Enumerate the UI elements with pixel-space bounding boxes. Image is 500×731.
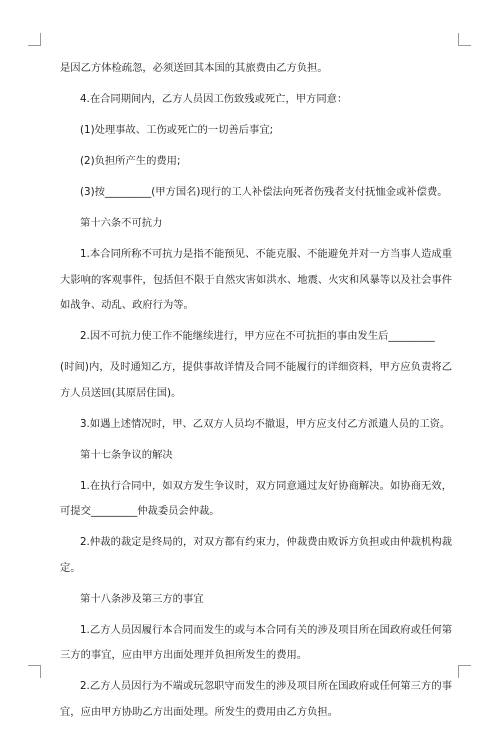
paragraph: 1.在执行合同中，如双方发生争议时，双方同意通过友好协商解决。如协商无效，可提交_________仲裁委员会仲裁。: [60, 479, 452, 517]
crop-mark-bottom-left: [28, 665, 41, 678]
paragraph: 3.如遇上述情况时，甲、乙双方人员均不撤退，甲方应支付乙方派遣人员的工资。: [80, 417, 451, 430]
paragraph: 1.本合同所称不可抗力是指不能预见、不能克服、不能避免并对一方当事人造成重大影响的客观事件，包括但不限于自然灾害如洪水、地震、火灾和风暴等以及社会事件如战争、动乱、政府行为等。: [60, 248, 452, 311]
section-heading: 第十六条不可抗力: [80, 217, 163, 229]
paragraph: 4.在合同期间内，乙方人员因工伤致残或死亡，甲方同意：: [80, 93, 348, 105]
crop-mark-bottom-right: [458, 665, 471, 678]
paragraph: 2.乙方人员因行为不端或玩忽职守而发生的涉及项目所在国政府或任何第三方的事宜，应由甲方协助乙方出面处理。所发生的费用由乙方负担。: [60, 680, 452, 718]
paragraph: (3)按_________(甲方国名)现行的工人补偿法向死者伤残者支付抚恤金或补偿费。: [80, 186, 448, 198]
section-heading: 第十七条争议的解决: [80, 448, 173, 461]
paragraph: 2.仲裁的裁定是终局的，对双方都有约束力，仲裁费由败诉方负担或由仲裁机构裁定。: [60, 536, 452, 574]
crop-mark-top-left: [28, 33, 41, 46]
paragraph: 1.乙方人员因履行本合同而发生的或与本合同有关的涉及项目所在国政府或任何第三方的事宜，应由甲方出面处理并负担所发生的费用。: [60, 623, 452, 661]
paragraph: 是因乙方体检疏忽，必须送回其本国的其旅费由乙方负担。: [60, 62, 328, 74]
document-body: [60, 56, 452, 731]
paragraph: (时间)内，及时通知乙方，提供事故详情及合同不能履行的详细资料，甲方应负责将乙方人员送回(其原居住国)。: [60, 361, 452, 399]
paragraph: (1)处理事故、工伤或死亡的一切善后事宜;: [80, 124, 274, 136]
crop-mark-top-right: [458, 33, 471, 46]
section-heading: 第十八条涉及第三方的事宜: [80, 592, 204, 605]
paragraph: 2.因不可抗力使工作不能继续进行，甲方应在不可抗拒的事由发生后_________: [80, 330, 435, 342]
paragraph: (2)负担所产生的费用;: [80, 155, 181, 167]
